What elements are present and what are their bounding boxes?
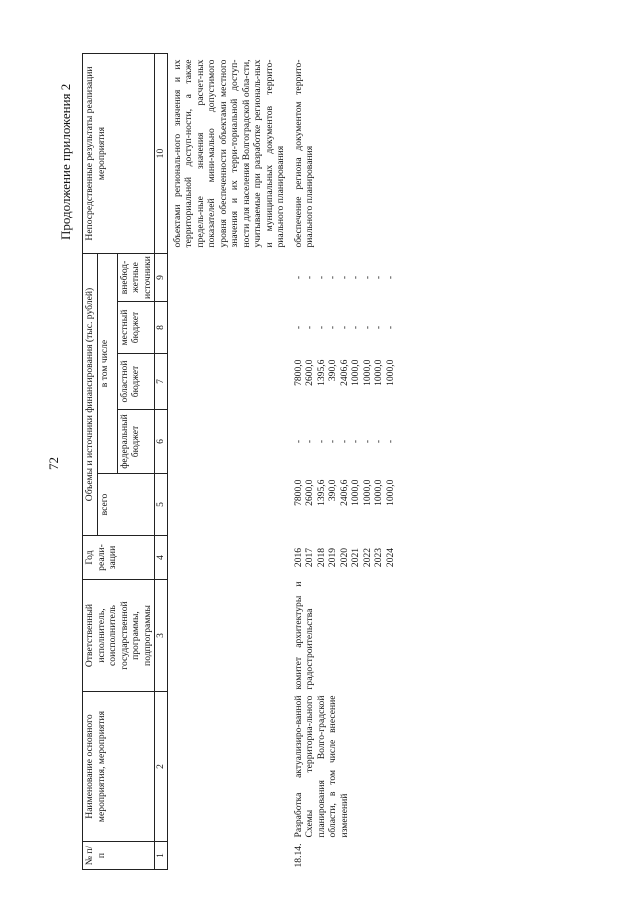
year-cell: 2018 [315, 547, 327, 568]
continued-result-text: объектами региональ-ного значения и их территориальной доступ-ности, а также предель-ные значения расчет-ных показателей мини-мально допустимого уровня обеспеченности объектами местного значения и их терри-ториальной доступ-ности для населения Волгоградской обла-сти, учитываемые при разработке региональ-ных и муниципальных документов террито-риального планирования [171, 59, 286, 248]
loc-cell: - [304, 325, 315, 330]
fed-cell: - [338, 439, 350, 444]
header-funding: Объемы и источники финансирования (тыс. рублей) [83, 254, 98, 536]
fed-cell: - [350, 439, 361, 444]
header-extra: внебюд-жетные источники [117, 254, 155, 302]
year-cell: 2019 [327, 547, 338, 568]
row-result: обеспечение региона документом террито-риального планирования [292, 59, 315, 248]
col-number: 6 [155, 410, 168, 474]
header-loc: местный бюджет [117, 302, 155, 354]
year-cell: 2024 [384, 547, 396, 568]
header-num: № п/п [83, 842, 155, 870]
extra-cell: - [373, 275, 384, 280]
reg-cell: 2406,6 [338, 359, 350, 386]
total-cell: 7800,0 [292, 479, 304, 506]
col-number: 2 [155, 692, 168, 842]
reg-cell: 7800,0 [292, 359, 304, 386]
loc-cell: - [373, 325, 384, 330]
extra-cell: - [384, 275, 396, 280]
fed-cell: - [327, 439, 338, 444]
header-year: Год реали-зации [83, 536, 155, 580]
header-incl: в том числе [97, 254, 117, 474]
header-reg: областной бюджет [117, 354, 155, 410]
col-number: 10 [155, 54, 168, 254]
row-exec: комитет архитектуры и градостроительства [292, 581, 315, 690]
header-total: всего [97, 474, 155, 536]
fed-list [293, 410, 397, 474]
fed-cell: - [292, 439, 304, 444]
reg-list [293, 354, 397, 410]
header-row-1 [83, 54, 98, 870]
rotated-sheet [40, 30, 600, 870]
table-row [293, 54, 397, 870]
reg-cell: 390,0 [327, 359, 338, 382]
year-cell: 2016 [292, 547, 304, 568]
total-cell: 1000,0 [350, 479, 361, 506]
column-number-row [155, 54, 168, 870]
year-cell: 2023 [373, 547, 384, 568]
page-number: 72 [46, 457, 61, 470]
extra-list [293, 254, 397, 302]
fed-cell: - [315, 439, 327, 444]
extra-cell: - [292, 275, 304, 280]
fed-cell: - [384, 439, 396, 444]
reg-cell: 1395,6 [315, 359, 327, 386]
total-cell: 1395,6 [315, 479, 327, 506]
loc-cell: - [350, 325, 361, 330]
total-cell: 1000,0 [361, 479, 373, 506]
reg-cell: 1000,0 [384, 359, 396, 386]
extra-cell: - [327, 275, 338, 280]
total-cell: 2600,0 [304, 479, 315, 506]
header-name: Наименование основного мероприятия, мероприятия [83, 692, 155, 842]
col-number: 5 [155, 474, 168, 536]
year-cell: 2020 [338, 547, 350, 568]
loc-cell: - [384, 325, 396, 330]
total-cell: 2406,6 [338, 479, 350, 506]
total-cell: 390,0 [327, 479, 338, 502]
col-number: 8 [155, 302, 168, 354]
loc-cell: - [338, 325, 350, 330]
col-number: 4 [155, 536, 168, 580]
loc-cell: - [315, 325, 327, 330]
header-fed: федеральный бюджет [117, 410, 155, 474]
extra-cell: - [338, 275, 350, 280]
fed-cell: - [304, 439, 315, 444]
extra-cell: - [361, 275, 373, 280]
fed-cell: - [373, 439, 384, 444]
col-number: 1 [155, 842, 168, 870]
header-result: Непосредственные результаты реализации мероприятия [83, 54, 155, 254]
col-number: 9 [155, 254, 168, 302]
year-list [293, 536, 397, 580]
reg-cell: 1000,0 [350, 359, 361, 386]
program-table [82, 53, 396, 870]
loc-cell: - [361, 325, 373, 330]
year-cell: 2017 [304, 547, 315, 568]
reg-cell: 2600,0 [304, 359, 315, 386]
row-num: 18.14. [292, 843, 304, 868]
fed-cell: - [361, 439, 373, 444]
year-cell: 2022 [361, 547, 373, 568]
extra-cell: - [304, 275, 315, 280]
row-name: Разработка актуализиро-ванной Схемы территориа-льного планирования Волго-градской области, в том числе внесение изменений [292, 695, 350, 838]
col-number: 7 [155, 354, 168, 410]
year-cell: 2021 [350, 547, 361, 568]
continued-text-row [167, 54, 293, 870]
header-exec: Ответственный исполнитель, соисполнитель государственной программы, подпрограммы [83, 580, 155, 692]
appendix-label: Продолжение приложения 2 [58, 83, 73, 240]
extra-cell: - [350, 275, 361, 280]
total-cell: 1000,0 [384, 479, 396, 506]
loc-cell: - [292, 325, 304, 330]
extra-cell: - [315, 275, 327, 280]
total-cell: 1000,0 [373, 479, 384, 506]
reg-cell: 1000,0 [361, 359, 373, 386]
loc-list [293, 302, 397, 354]
col-number: 3 [155, 580, 168, 692]
reg-cell: 1000,0 [373, 359, 384, 386]
total-list [293, 474, 397, 536]
loc-cell: - [327, 325, 338, 330]
